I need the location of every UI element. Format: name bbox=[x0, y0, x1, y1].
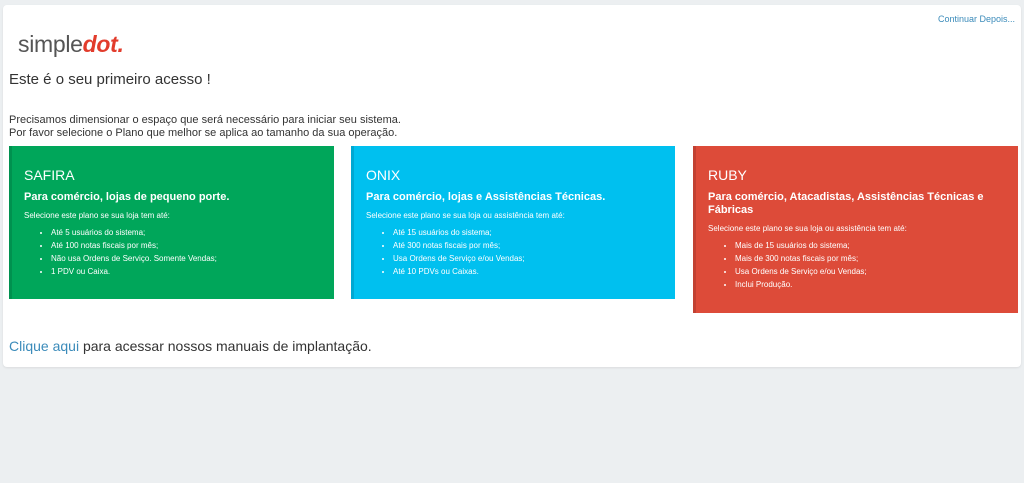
plan-feature: • Mais de 15 usuários do sistema; bbox=[735, 239, 1006, 252]
plan-name: SAFIRA bbox=[24, 167, 75, 183]
plan-feature: • Até 15 usuários do sistema; bbox=[393, 226, 663, 239]
plan-lead: Selecione este plano se sua loja ou assistência tem até: bbox=[708, 224, 907, 233]
plan-subtitle: Para comércio, lojas de pequeno porte. bbox=[24, 191, 230, 203]
plan-features bbox=[366, 226, 663, 278]
intro-line-2: Por favor selecione o Plano que melhor se aplica ao tamanho da sua operação. bbox=[9, 127, 398, 139]
plan-subtitle: Para comércio, Atacadistas, Assistências Técnicas e Fábricas bbox=[708, 191, 984, 216]
plan-name: RUBY bbox=[708, 167, 747, 183]
manuals-description: para acessar nossos manuais de implantação. bbox=[79, 338, 372, 354]
plan-card-ruby[interactable] bbox=[693, 146, 1018, 313]
plan-features bbox=[24, 226, 322, 278]
plan-name: ONIX bbox=[366, 167, 401, 183]
plan-feature: • Usa Ordens de Serviço e/ou Vendas; bbox=[735, 265, 1006, 278]
plan-feature: • Até 5 usuários do sistema; bbox=[51, 226, 322, 239]
plan-lead: Selecione este plano se sua loja ou assistência tem até: bbox=[366, 211, 565, 220]
continue-later-link[interactable]: Continuar Depois... bbox=[937, 14, 1015, 24]
plan-feature: • Usa Ordens de Serviço e/ou Vendas; bbox=[393, 252, 663, 265]
manuals-text bbox=[9, 338, 372, 354]
plan-card-safira[interactable] bbox=[9, 146, 334, 299]
plan-lead: Selecione este plano se sua loja tem até: bbox=[24, 211, 170, 220]
manuals-link[interactable]: Clique aqui bbox=[9, 338, 80, 354]
plan-feature: • 1 PDV ou Caixa. bbox=[51, 265, 322, 278]
page-title: Este é o seu primeiro acesso ! bbox=[9, 71, 211, 88]
intro-line-1: Precisamos dimensionar o espaço que será necessário para iniciar seu sistema. bbox=[9, 114, 401, 126]
plan-features bbox=[708, 239, 1006, 291]
plan-feature: • Até 300 notas fiscais por mês; bbox=[393, 239, 663, 252]
simpledot-logo bbox=[18, 31, 124, 58]
plan-feature: • Mais de 300 notas fiscais por mês; bbox=[735, 252, 1006, 265]
plan-subtitle: Para comércio, lojas e Assistências Técnicas. bbox=[366, 191, 606, 203]
plan-card-onix[interactable] bbox=[351, 146, 675, 299]
plan-feature: • Até 100 notas fiscais por mês; bbox=[51, 239, 322, 252]
plan-feature: • Não usa Ordens de Serviço. Somente Vendas; bbox=[51, 252, 322, 265]
main-card bbox=[3, 5, 1021, 367]
plan-feature: • Até 10 PDVs ou Caixas. bbox=[393, 265, 663, 278]
plan-feature: • Inclui Produção. bbox=[735, 278, 1006, 291]
intro-text bbox=[9, 114, 401, 140]
logo-accent-text: dot. bbox=[82, 31, 124, 57]
logo-main-text: simple bbox=[18, 31, 83, 57]
